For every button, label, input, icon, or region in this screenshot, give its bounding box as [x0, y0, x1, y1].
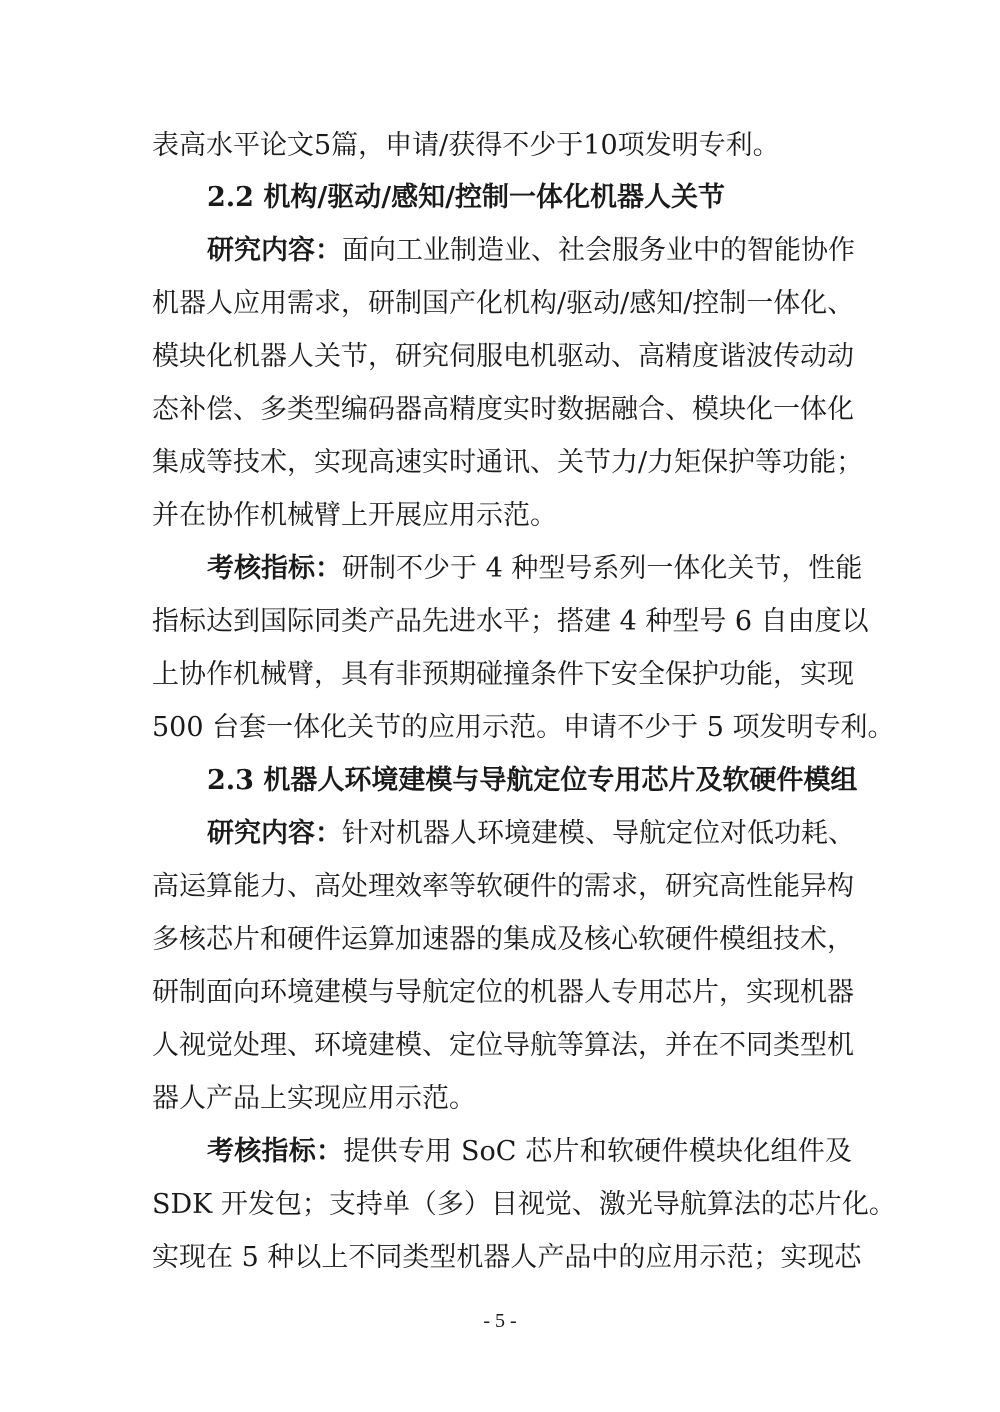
- text-line: 器人产品上实现应用示范。: [152, 1083, 476, 1114]
- text-line: 指标达到国际同类产品先进水平；搭建 4 种型号 6 自由度以: [152, 606, 869, 637]
- text-line: 态补偿、多类型编码器高精度实时数据融合、模块化一体化: [152, 394, 854, 425]
- text-line: SDK 开发包；支持单（多）目视觉、激光导航算法的芯片化。: [152, 1189, 896, 1220]
- text-line: 并在协作机械臂上开展应用示范。: [152, 500, 557, 531]
- paragraph-first-line: [207, 549, 863, 589]
- paragraph-first-line: [207, 231, 855, 271]
- paragraph-text: 针对机器人环境建模、导航定位对低功耗、: [342, 818, 855, 849]
- text-line: 多核芯片和硬件运算加速器的集成及核心软硬件模组技术，: [152, 924, 854, 955]
- text-line: 500 台套一体化关节的应用示范。申请不少于 5 项发明专利。: [152, 712, 895, 743]
- text-line: 上协作机械臂，具有非预期碰撞条件下安全保护功能，实现: [152, 659, 854, 690]
- paragraph-label: 研究内容：: [207, 818, 342, 849]
- page-number: - 5 -: [483, 1310, 517, 1332]
- paragraph-text: 提供专用 SoC 芯片和软硬件模块化组件及: [343, 1136, 852, 1167]
- paragraph-text: 面向工业制造业、社会服务业中的智能协作: [342, 235, 855, 266]
- paragraph-first-line: [207, 1132, 852, 1172]
- paragraph-label: 考核指标：: [207, 553, 342, 584]
- text-line: 模块化机器人关节，研究伺服电机驱动、高精度谐波传动动: [152, 341, 854, 372]
- text-line: 机器人应用需求，研制国产化机构/驱动/感知/控制一体化、: [152, 288, 855, 319]
- paragraph-label: 研究内容：: [207, 235, 342, 266]
- text-line: 研制面向环境建模与导航定位的机器人专用芯片，实现机器: [152, 977, 854, 1008]
- text-line: 高运算能力、高处理效率等软硬件的需求，研究高性能异构: [152, 871, 854, 902]
- paragraph-label: 考核指标：: [207, 1136, 344, 1167]
- text-line: 表高水平论文5篇，申请/获得不少于10项发明专利。: [152, 130, 780, 161]
- paragraph-text: 研制不少于 4 种型号系列一体化关节，性能: [342, 553, 863, 584]
- text-line: 实现在 5 种以上不同类型机器人产品中的应用示范；实现芯: [152, 1242, 862, 1273]
- section-heading: 2.3 机器人环境建模与导航定位专用芯片及软硬件模组: [207, 765, 858, 796]
- paragraph-first-line: [207, 814, 855, 854]
- section-heading: 2.2 机构/驱动/感知/控制一体化机器人关节: [207, 182, 725, 213]
- text-line: 人视觉处理、环境建模、定位导航等算法，并在不同类型机: [152, 1030, 854, 1061]
- text-line: 集成等技术，实现高速实时通讯、关节力/力矩保护等功能；: [152, 447, 864, 478]
